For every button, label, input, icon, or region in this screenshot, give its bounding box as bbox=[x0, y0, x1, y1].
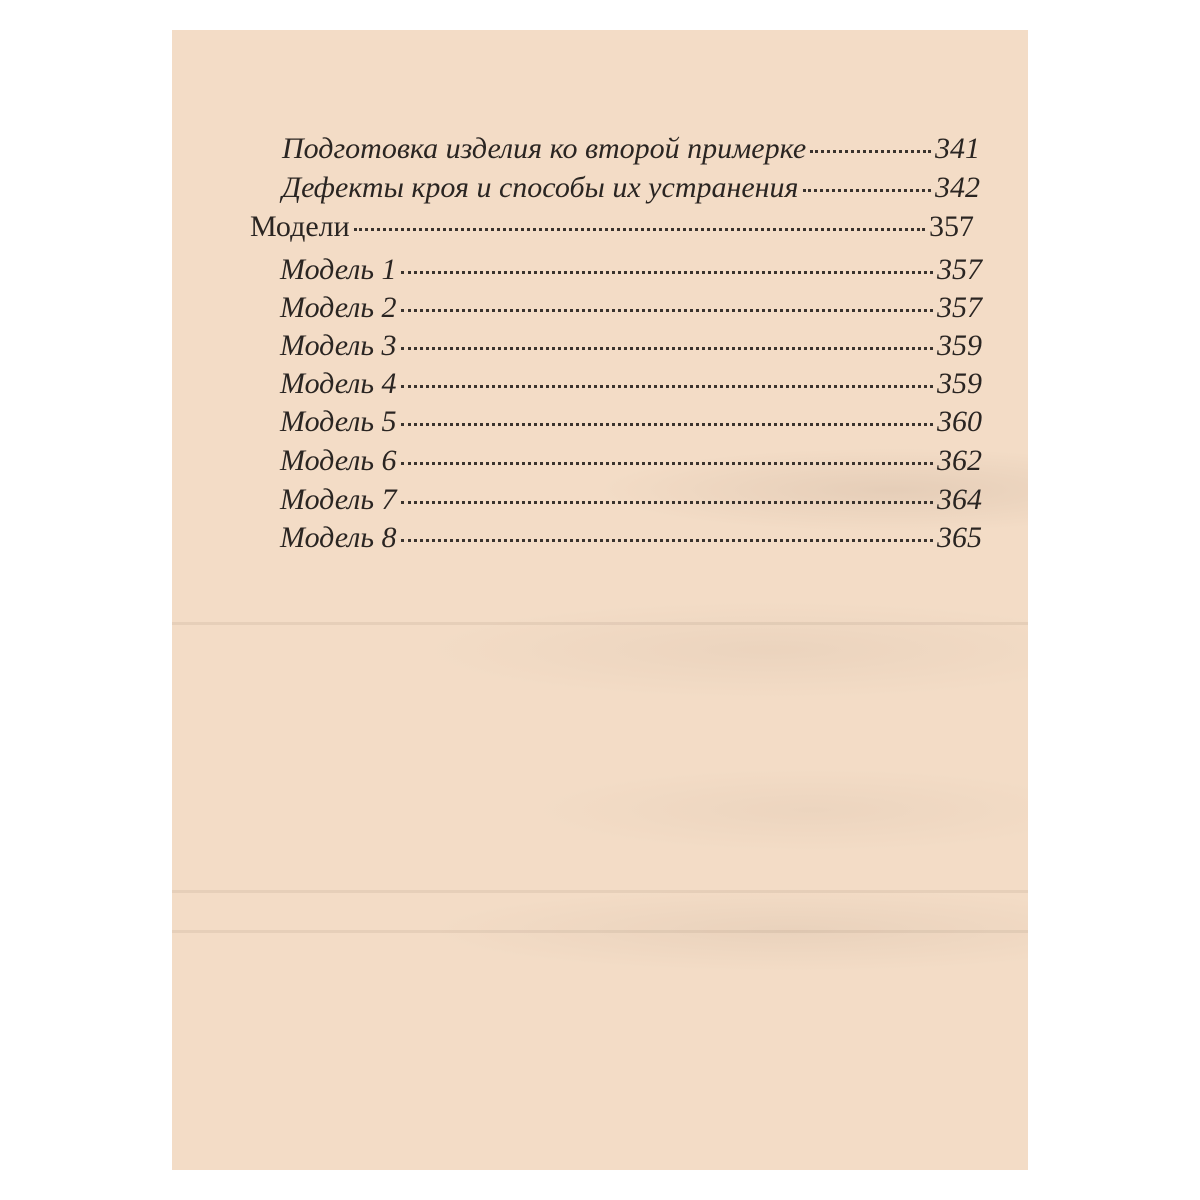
show-through-line bbox=[172, 622, 1028, 625]
toc-entry-page: 357 bbox=[937, 253, 982, 286]
toc-section-entry bbox=[250, 210, 974, 244]
toc-entry-label: Модель 5 bbox=[280, 405, 397, 438]
toc-entry bbox=[280, 291, 982, 325]
toc-entry bbox=[280, 367, 982, 401]
toc-entry-page: 357 bbox=[937, 291, 982, 324]
show-through-line bbox=[172, 890, 1028, 893]
toc-entry-page: 364 bbox=[937, 483, 982, 516]
dot-leader bbox=[354, 228, 925, 231]
toc-entry-page: 360 bbox=[937, 405, 982, 438]
book-page bbox=[172, 30, 1028, 1170]
toc-entry-page: 359 bbox=[937, 329, 982, 362]
toc-entry-label: Модель 2 bbox=[280, 291, 397, 324]
toc-entry-page: 365 bbox=[937, 521, 982, 554]
toc-entry bbox=[280, 329, 982, 363]
dot-leader bbox=[401, 309, 933, 312]
toc-entry-page: 359 bbox=[937, 367, 982, 400]
toc-entry-page: 341 bbox=[935, 132, 980, 165]
toc-entry bbox=[280, 521, 982, 555]
toc-entry-page: 362 bbox=[937, 444, 982, 477]
toc-entry bbox=[280, 483, 982, 517]
toc-entry-label: Подготовка изделия ко второй примерке bbox=[282, 132, 807, 165]
dot-leader bbox=[401, 347, 933, 350]
show-through-line bbox=[172, 930, 1028, 933]
dot-leader bbox=[810, 150, 931, 153]
toc-entry bbox=[280, 444, 982, 478]
toc-entry-page: 342 bbox=[935, 171, 980, 204]
toc-entry-label: Модель 1 bbox=[280, 253, 397, 286]
dot-leader bbox=[803, 189, 931, 192]
toc-entry-label: Дефекты кроя и способы их устранения bbox=[282, 171, 799, 204]
toc-entry-label: Модель 6 bbox=[280, 444, 397, 477]
toc-entry-label: Модель 4 bbox=[280, 367, 397, 400]
dot-leader bbox=[401, 423, 933, 426]
toc-entry bbox=[280, 253, 982, 287]
dot-leader bbox=[401, 539, 933, 542]
table-of-contents bbox=[172, 30, 1028, 570]
dot-leader bbox=[401, 385, 933, 388]
toc-entry-page: 357 bbox=[929, 210, 974, 243]
dot-leader bbox=[401, 462, 933, 465]
toc-entry-label: Модели bbox=[250, 210, 350, 243]
dot-leader bbox=[401, 271, 933, 274]
toc-entry-label: Модель 8 bbox=[280, 521, 397, 554]
toc-entry bbox=[280, 405, 982, 439]
toc-entry-label: Модель 7 bbox=[280, 483, 397, 516]
dot-leader bbox=[401, 501, 933, 504]
toc-entry bbox=[282, 132, 980, 166]
toc-entry-label: Модель 3 bbox=[280, 329, 397, 362]
toc-entry bbox=[282, 171, 980, 205]
